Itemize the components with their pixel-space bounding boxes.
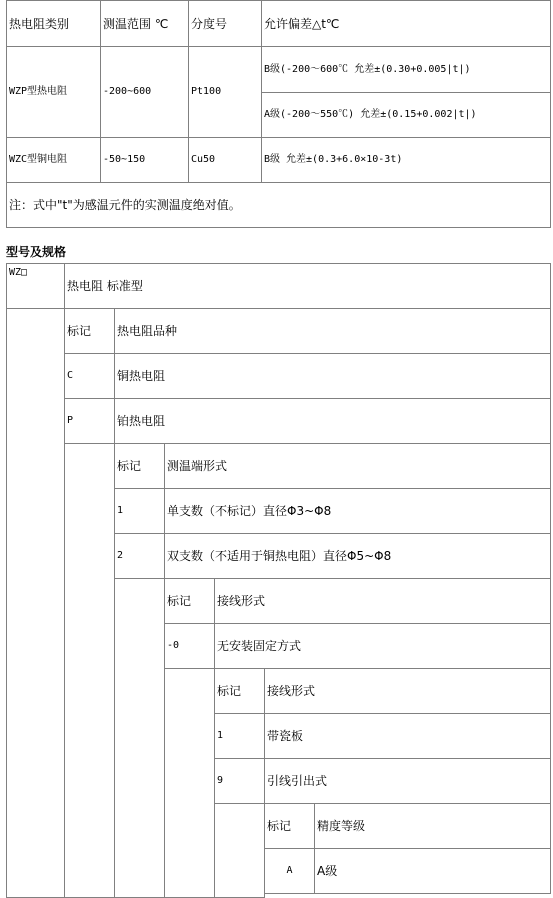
l5-header-desc: 精度等级 xyxy=(314,803,551,849)
header-range: 测温范围 ℃ xyxy=(100,0,189,47)
l2-row-2-desc: 双支数（不适用于铜热电阻）直径Φ5~Φ8 xyxy=(164,533,551,579)
l2-row-1-mark: 1 xyxy=(114,488,165,534)
row-wzp-tolerance-a: A级(-200～550℃) 允差±(0.15+0.002|t|) xyxy=(261,92,551,138)
root-desc: 热电阻 标准型 xyxy=(64,263,551,309)
l4-header-mark: 标记 xyxy=(214,668,265,714)
section-heading: 型号及规格 xyxy=(6,245,67,259)
table-note: 注：式中"t"为感温元件的实测温度绝对值。 xyxy=(6,182,551,228)
tree-indent-5 xyxy=(214,803,265,898)
tree-indent-3 xyxy=(114,578,165,898)
l4-header-desc: 接线形式 xyxy=(264,668,551,714)
row-wzp-range: -200~600 xyxy=(100,46,189,138)
l3-header-desc: 接线形式 xyxy=(214,578,551,624)
l4-row-9-desc: 引线引出式 xyxy=(264,758,551,804)
l2-header-mark: 标记 xyxy=(114,443,165,489)
l4-row-9-mark: 9 xyxy=(214,758,265,804)
header-tolerance: 允许偏差△t℃ xyxy=(261,0,551,47)
l3-row-0-mark: -0 xyxy=(164,623,215,669)
l2-row-2-mark: 2 xyxy=(114,533,165,579)
l3-row-0-desc: 无安装固定方式 xyxy=(214,623,551,669)
row-wzp-tolerance-b: B级(-200～600℃ 允差±(0.30+0.005|t|) xyxy=(261,46,551,93)
l5-row-a-mark: A xyxy=(264,848,315,894)
l2-header-desc: 测温端形式 xyxy=(164,443,551,489)
l1-row-p-mark: P xyxy=(64,398,115,444)
l3-header-mark: 标记 xyxy=(164,578,215,624)
root-code: WZ□ xyxy=(6,263,65,309)
l4-row-1-mark: 1 xyxy=(214,713,265,759)
l5-header-mark: 标记 xyxy=(264,803,315,849)
row-wzc-type: WZC型铜电阻 xyxy=(6,137,101,183)
l4-row-1-desc: 带瓷板 xyxy=(264,713,551,759)
row-wzc-graduation: Cu50 xyxy=(188,137,262,183)
row-wzp-type: WZP型热电阻 xyxy=(6,46,101,138)
tree-indent-1 xyxy=(6,308,65,898)
tree-indent-2 xyxy=(64,443,115,898)
l1-row-c-mark: C xyxy=(64,353,115,399)
l1-row-c-desc: 铜热电阻 xyxy=(114,353,551,399)
l1-header-mark: 标记 xyxy=(64,308,115,354)
row-wzc-tolerance: B级 允差±(0.3+6.0×10-3t) xyxy=(261,137,551,183)
l2-row-1-desc: 单支数（不标记）直径Φ3~Φ8 xyxy=(164,488,551,534)
row-wzc-range: -50~150 xyxy=(100,137,189,183)
row-wzp-graduation: Pt100 xyxy=(188,46,262,138)
l5-row-a-desc: A级 xyxy=(314,848,551,894)
header-type: 热电阻类别 xyxy=(6,0,101,47)
header-graduation: 分度号 xyxy=(188,0,262,47)
l1-header-desc: 热电阻品种 xyxy=(114,308,551,354)
tree-indent-4 xyxy=(164,668,215,898)
l1-row-p-desc: 铂热电阻 xyxy=(114,398,551,444)
